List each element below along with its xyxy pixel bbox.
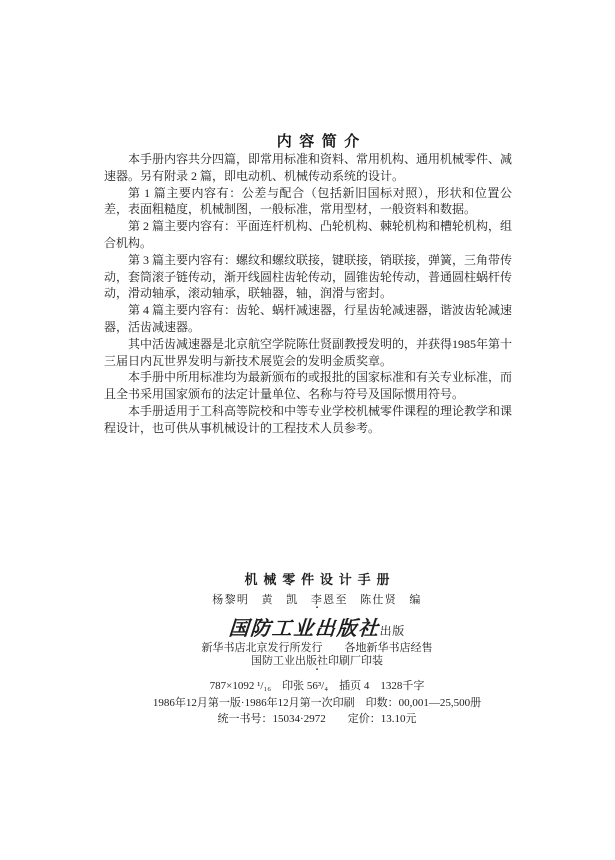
printer-line: 国防工业出版社印刷厂印装 — [251, 655, 383, 667]
distribution-line: 新华书店北京发行所发行 各地新华书店经售 — [201, 642, 433, 654]
intro-paragraph: 本手册适用于工科高等院校和中等专业学校机械零件课程的理论教学和课程设计，也可供从事机械设计的工程技术人员参考。 — [104, 403, 513, 435]
intro-paragraph: 第 3 篇主要内容有：螺纹和螺纹联接，键联接，销联接，弹簧，三角带传动，套筒滚子链传动，渐开线圆柱齿轮传动，圆锥齿轮传动，普通圆柱蜗杆传动，滑动轴承，滚动轴承，联轴器，轴，润滑与密封。 — [104, 252, 513, 301]
publisher-imprint-suffix: 出版 — [379, 624, 406, 638]
publisher-script-logo: 国防工业出版社 — [227, 618, 381, 640]
edition-printrun-line: 1986年12月第一版·1986年12月第一次印刷 印数：00,001—25,500册 — [152, 697, 482, 709]
square-bullet-icon: ▪ — [315, 605, 319, 611]
intro-paragraph: 第 1 篇主要内容有：公差与配合（包括新旧国标对照），形状和位置公差，表面粗糙度，机械制图，一般标准，常用型材，一般资料和数据。 — [104, 185, 512, 217]
book-title: 机械零件设计手册 — [244, 572, 396, 587]
square-bullet-icon: ▪ — [315, 667, 319, 673]
format-sheets-line: 787×1092 ¹/₁₆ 印张 56³/₄ 插页 4 1328千字 — [209, 680, 425, 692]
editors-line: 杨黎明 黄 凯 李恩至 陈仕贤 编 — [212, 594, 422, 606]
intro-paragraph: 第 2 篇主要内容有：平面连杆机构、凸轮机构、棘轮机构和槽轮机构，组合机构。 — [104, 219, 513, 250]
intro-paragraph: 其中活齿减速器是北京航空学院陈仕贤副教授发明的，并获得1985年第十三届日内瓦世界发明与新技术展览会的发明金质奖章。 — [104, 336, 513, 368]
intro-text-block — [104, 151, 512, 437]
book-number-price-line: 统一书号：15034·2972 定价：13.10元 — [217, 713, 417, 725]
intro-paragraph: 本手册中所用标准均为最新颁布的或报批的国家标准和有关专业标准，而且全书采用国家颁布的法定计量单位、名称与符号及国际惯用符号。 — [104, 370, 513, 402]
intro-paragraph: 第 4 篇主要内容有：齿轮、蜗杆减速器，行星齿轮减速器，谐波齿轮减速器，活齿减速器。 — [104, 303, 513, 334]
page-title: 内容简介 — [276, 134, 367, 150]
intro-paragraph: 本手册内容共分四篇，即常用标准和资料、常用机构、通用机械零件、减速器。另有附录 2 篇，即电动机、机械传动系统的设计。 — [104, 152, 513, 183]
publisher-imprint — [21, 612, 613, 641]
